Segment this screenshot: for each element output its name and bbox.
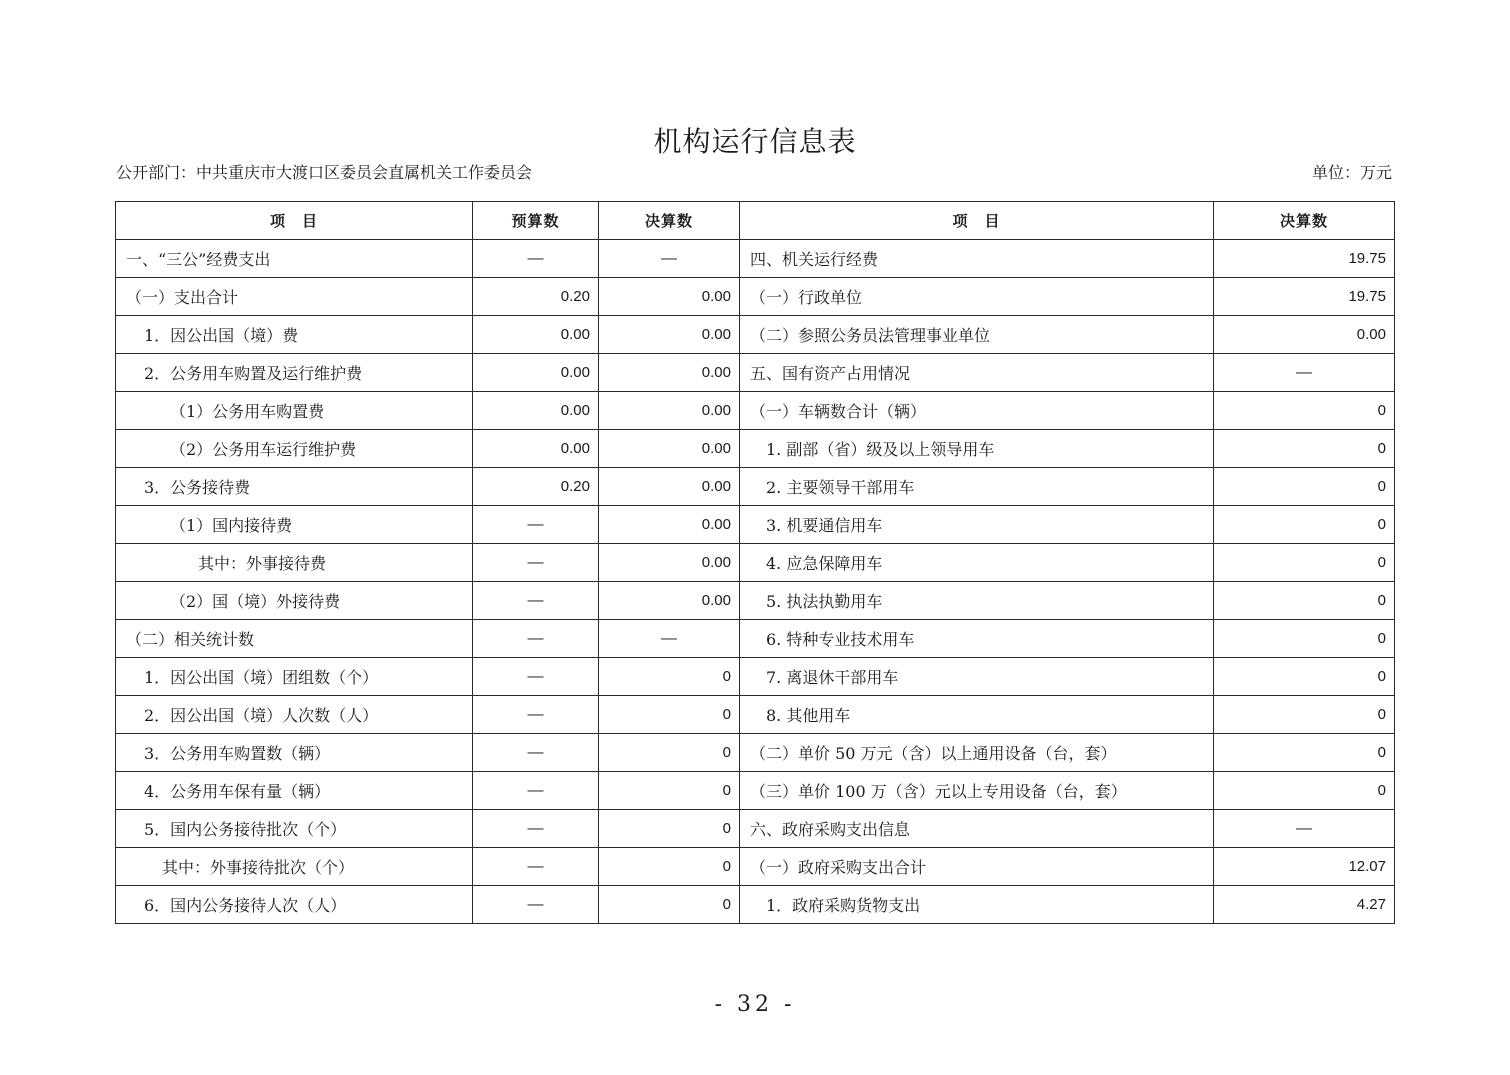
row-item-right: 六、政府采购支出信息 [740, 810, 1214, 848]
info-table [115, 201, 1395, 924]
table-row [116, 886, 1395, 924]
row-budget: — [473, 506, 599, 544]
row-final-left: 0.00 [599, 354, 740, 392]
row-final-left: 0.00 [599, 278, 740, 316]
row-budget: — [473, 582, 599, 620]
page-number: - 32 - [714, 992, 796, 1017]
row-item-left: 2．因公出国（境）人次数（人） [116, 696, 473, 734]
row-final-right: 0 [1214, 620, 1395, 658]
table-row [116, 468, 1395, 506]
row-item-right: 1. 副部（省）级及以上领导用车 [740, 430, 1214, 468]
row-item-left: 一、“三公”经费支出 [116, 240, 473, 278]
row-budget: — [473, 886, 599, 924]
row-item-right: （一）行政单位 [740, 278, 1214, 316]
table-row [116, 620, 1395, 658]
row-item-right: （二）单价 50 万元（含）以上通用设备（台，套） [740, 734, 1214, 772]
row-item-right: 四、机关运行经费 [740, 240, 1214, 278]
table-row [116, 582, 1395, 620]
row-item-left: 3．公务用车购置数（辆） [116, 734, 473, 772]
row-budget: — [473, 734, 599, 772]
table-row [116, 354, 1395, 392]
row-item-right: （二）参照公务员法管理事业单位 [740, 316, 1214, 354]
row-budget: 0.00 [473, 354, 599, 392]
row-budget: — [473, 620, 599, 658]
row-item-right: 五、国有资产占用情况 [740, 354, 1214, 392]
row-item-left: （2）公务用车运行维护费 [116, 430, 473, 468]
table-row [116, 392, 1395, 430]
row-item-right: 1．政府采购货物支出 [740, 886, 1214, 924]
row-final-left: 0.00 [599, 316, 740, 354]
row-item-left: （1）国内接待费 [116, 506, 473, 544]
table-row [116, 696, 1395, 734]
row-item-right: 6. 特种专业技术用车 [740, 620, 1214, 658]
row-item-left: （一）支出合计 [116, 278, 473, 316]
table-row [116, 544, 1395, 582]
row-final-left: 0 [599, 848, 740, 886]
table-row [116, 734, 1395, 772]
row-final-left: 0 [599, 772, 740, 810]
row-final-right: 0 [1214, 506, 1395, 544]
row-final-right: 0 [1214, 430, 1395, 468]
row-item-right: 2. 主要领导干部用车 [740, 468, 1214, 506]
header-final-right: 决算数 [1214, 202, 1395, 240]
row-final-right: 0 [1214, 392, 1395, 430]
table-row [116, 240, 1395, 278]
row-item-left: 6．国内公务接待人次（人） [116, 886, 473, 924]
row-final-right: 0.00 [1214, 316, 1395, 354]
row-final-left: 0.00 [599, 582, 740, 620]
row-item-left: 5．国内公务接待批次（个） [116, 810, 473, 848]
row-item-right: 8. 其他用车 [740, 696, 1214, 734]
row-final-right: — [1214, 354, 1395, 392]
table-row [116, 430, 1395, 468]
row-item-left: 3．公务接待费 [116, 468, 473, 506]
row-final-right: 19.75 [1214, 278, 1395, 316]
table-row [116, 506, 1395, 544]
row-final-right: 0 [1214, 468, 1395, 506]
header-budget: 预算数 [473, 202, 599, 240]
row-budget: — [473, 848, 599, 886]
row-final-right: 0 [1214, 544, 1395, 582]
row-budget: 0.20 [473, 468, 599, 506]
row-final-right: 19.75 [1214, 240, 1395, 278]
row-final-right: 4.27 [1214, 886, 1395, 924]
row-item-left: 其中：外事接待批次（个） [116, 848, 473, 886]
row-budget: — [473, 696, 599, 734]
table-row [116, 810, 1395, 848]
row-item-left: （二）相关统计数 [116, 620, 473, 658]
row-item-left: 1．因公出国（境）团组数（个） [116, 658, 473, 696]
row-final-left: 0.00 [599, 506, 740, 544]
row-item-left: 2．公务用车购置及运行维护费 [116, 354, 473, 392]
row-budget: — [473, 772, 599, 810]
row-item-right: 4. 应急保障用车 [740, 544, 1214, 582]
row-final-right: 0 [1214, 772, 1395, 810]
row-final-right: 0 [1214, 734, 1395, 772]
table-row [116, 772, 1395, 810]
row-item-right: （一）车辆数合计（辆） [740, 392, 1214, 430]
page-title: 机构运行信息表 [653, 125, 857, 158]
table-row [116, 278, 1395, 316]
department-label: 公开部门：中共重庆市大渡口区委员会直属机关工作委员会 [116, 163, 533, 182]
row-budget: 0.20 [473, 278, 599, 316]
table-row [116, 316, 1395, 354]
row-final-left: 0 [599, 696, 740, 734]
table-header-row [116, 202, 1395, 240]
table-row [116, 658, 1395, 696]
row-budget: — [473, 810, 599, 848]
row-final-left: 0.00 [599, 430, 740, 468]
header-item-left: 项 目 [116, 202, 473, 240]
row-item-left: 其中：外事接待费 [116, 544, 473, 582]
row-budget: 0.00 [473, 392, 599, 430]
row-item-right: 3. 机要通信用车 [740, 506, 1214, 544]
row-budget: — [473, 240, 599, 278]
row-final-left: 0 [599, 886, 740, 924]
row-final-left: — [599, 240, 740, 278]
row-budget: 0.00 [473, 316, 599, 354]
row-final-right: 0 [1214, 582, 1395, 620]
row-item-right: （三）单价 100 万（含）元以上专用设备（台，套） [740, 772, 1214, 810]
row-budget: — [473, 544, 599, 582]
row-final-right: 0 [1214, 658, 1395, 696]
header-item-right: 项 目 [740, 202, 1214, 240]
row-item-left: 4．公务用车保有量（辆） [116, 772, 473, 810]
row-item-left: （1）公务用车购置费 [116, 392, 473, 430]
row-final-left: 0 [599, 658, 740, 696]
row-budget: 0.00 [473, 430, 599, 468]
unit-label: 单位：万元 [1311, 163, 1392, 182]
row-item-left: （2）国（境）外接待费 [116, 582, 473, 620]
header-final-left: 决算数 [599, 202, 740, 240]
table-row [116, 848, 1395, 886]
row-final-left: 0 [599, 810, 740, 848]
row-final-right: — [1214, 810, 1395, 848]
row-final-left: 0 [599, 734, 740, 772]
row-final-left: 0.00 [599, 392, 740, 430]
row-item-right: 5. 执法执勤用车 [740, 582, 1214, 620]
row-item-left: 1．因公出国（境）费 [116, 316, 473, 354]
row-budget: — [473, 658, 599, 696]
row-final-left: 0.00 [599, 544, 740, 582]
row-final-left: 0.00 [599, 468, 740, 506]
row-final-right: 12.07 [1214, 848, 1395, 886]
row-final-left: — [599, 620, 740, 658]
row-item-right: （一）政府采购支出合计 [740, 848, 1214, 886]
row-item-right: 7. 离退休干部用车 [740, 658, 1214, 696]
row-final-right: 0 [1214, 696, 1395, 734]
